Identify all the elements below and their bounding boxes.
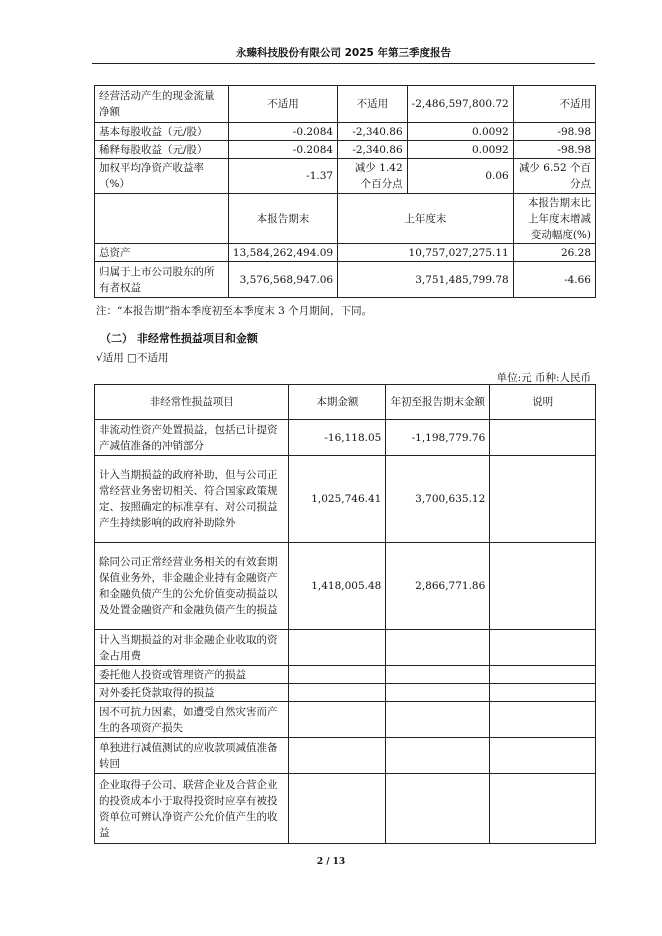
table-cell: 3,700,635.12 — [386, 456, 490, 543]
column-header: 本期金额 — [289, 385, 386, 420]
table-cell — [490, 666, 596, 684]
item-cell: 计入当期损益的对非金融企业收取的资金占用费 — [95, 630, 289, 666]
table-row — [95, 702, 596, 738]
footnote: 注：“本报告期”指本季度初至本季度末 3 个月期间，下同。 — [96, 305, 373, 317]
row-label: 归属于上市公司股东的所有者权益 — [95, 262, 229, 298]
row-label: 稀释每股收益（元/股） — [95, 141, 229, 159]
table-cell — [386, 684, 490, 702]
item-cell: 单独进行减值测试的应收款项减值准备转回 — [95, 738, 289, 774]
table-cell: -98.98 — [513, 141, 595, 159]
table-row — [95, 262, 596, 298]
table-cell — [490, 630, 596, 666]
column-header: 说明 — [490, 385, 596, 420]
table-row — [95, 684, 596, 702]
table-cell — [386, 702, 490, 738]
item-cell: 对外委托贷款取得的损益 — [95, 684, 289, 702]
column-header: 本报告期末 — [228, 194, 337, 244]
table-cell — [490, 774, 596, 844]
table-row — [95, 420, 596, 456]
column-header: 年初至报告期末金额 — [386, 385, 490, 420]
table-cell — [490, 456, 596, 543]
table-cell: 不适用 — [513, 86, 595, 123]
table-cell — [289, 702, 386, 738]
table-row — [95, 123, 596, 141]
item-cell: 因不可抗力因素，如遭受自然灾害而产生的各项资产损失 — [95, 702, 289, 738]
column-header: 上年度末 — [338, 194, 514, 244]
table-cell — [490, 738, 596, 774]
section-title: （二） 非经常性损益项目和金额 — [100, 332, 258, 345]
table-cell — [386, 666, 490, 684]
table-cell — [490, 543, 596, 630]
applicability-checkbox-text: √适用 □不适用 — [96, 352, 169, 364]
table-row — [95, 141, 596, 159]
table-cell — [386, 774, 490, 844]
table-header-row — [95, 385, 596, 420]
header-divider — [92, 63, 595, 64]
empty-cell — [95, 194, 229, 244]
table-cell — [289, 630, 386, 666]
table-cell: 减少 1.42 个百分点 — [338, 159, 408, 194]
row-label: 经营活动产生的现金流量净额 — [95, 86, 229, 123]
table-cell: -16,118.05 — [289, 420, 386, 456]
table-cell: -98.98 — [513, 123, 595, 141]
table-cell: 不适用 — [228, 86, 337, 123]
table-cell: 不适用 — [338, 86, 408, 123]
table-cell: -4.66 — [513, 262, 595, 298]
table-cell: 10,757,027,275.11 — [338, 244, 514, 262]
item-cell: 计入当期损益的政府补助，但与公司正常经营业务密切相关、符合国家政策规定、按照确定的标准享有、对公司损益产生持续影响的政府补助除外 — [95, 456, 289, 543]
table-row — [95, 774, 596, 844]
table-cell: 减少 6.52 个百分点 — [513, 159, 595, 194]
table-row — [95, 159, 596, 194]
table-cell — [490, 420, 596, 456]
table-row — [95, 738, 596, 774]
non-recurring-items-table — [94, 384, 596, 844]
item-cell: 企业取得子公司、联营企业及合营企业的投资成本小于取得投资时应享有被投资单位可辨认净资产公允价值产生的收益 — [95, 774, 289, 844]
table-cell: 3,576,568,947.06 — [228, 262, 337, 298]
table-cell — [289, 666, 386, 684]
column-header: 非经常性损益项目 — [95, 385, 289, 420]
table-row — [95, 543, 596, 630]
table-cell: 1,025,746.41 — [289, 456, 386, 543]
table-cell: -1,198,779.76 — [386, 420, 490, 456]
table-row — [95, 456, 596, 543]
column-header: 本报告期末比上年度末增减变动幅度(%) — [513, 194, 595, 244]
table-cell: -2,340.86 — [338, 123, 408, 141]
table-subheader-row — [95, 194, 596, 244]
table-cell: -2,486,597,800.72 — [407, 86, 513, 123]
table-cell: 13,584,262,494.09 — [228, 244, 337, 262]
table-cell: 0.06 — [407, 159, 513, 194]
table-cell — [289, 684, 386, 702]
unit-label: 单位:元 币种:人民币 — [496, 372, 591, 384]
table-cell: -0.2084 — [228, 123, 337, 141]
table-row — [95, 666, 596, 684]
table-cell: 0.0092 — [407, 123, 513, 141]
table-row — [95, 244, 596, 262]
table-cell: -0.2084 — [228, 141, 337, 159]
table-cell: 0.0092 — [407, 141, 513, 159]
document-header: 永臻科技股份有限公司 2025 年第三季度报告 — [235, 47, 452, 59]
table-row — [95, 630, 596, 666]
row-label: 加权平均净资产收益率（%） — [95, 159, 229, 194]
item-cell: 委托他人投资或管理资产的损益 — [95, 666, 289, 684]
row-label: 基本每股收益（元/股） — [95, 123, 229, 141]
table-cell: 2,866,771.86 — [386, 543, 490, 630]
item-cell: 非流动性资产处置损益，包括已计提资产减值准备的冲销部分 — [95, 420, 289, 456]
table-cell — [490, 702, 596, 738]
key-financials-table — [94, 85, 596, 298]
table-cell — [386, 630, 490, 666]
table-cell: 26.28 — [513, 244, 595, 262]
page-number: 2 / 13 — [316, 857, 346, 867]
row-label: 总资产 — [95, 244, 229, 262]
table-row — [95, 86, 596, 123]
table-cell — [386, 738, 490, 774]
table-cell: 1,418,005.48 — [289, 543, 386, 630]
item-cell: 除同公司正常经营业务相关的有效套期保值业务外，非金融企业持有金融资产和金融负债产生的公允价值变动损益以及处置金融资产和金融负债产生的损益 — [95, 543, 289, 630]
table-cell — [490, 684, 596, 702]
table-cell: 3,751,485,799.78 — [338, 262, 514, 298]
table-cell — [289, 738, 386, 774]
table-cell: -2,340.86 — [338, 141, 408, 159]
table-cell: -1.37 — [228, 159, 337, 194]
table-cell — [289, 774, 386, 844]
